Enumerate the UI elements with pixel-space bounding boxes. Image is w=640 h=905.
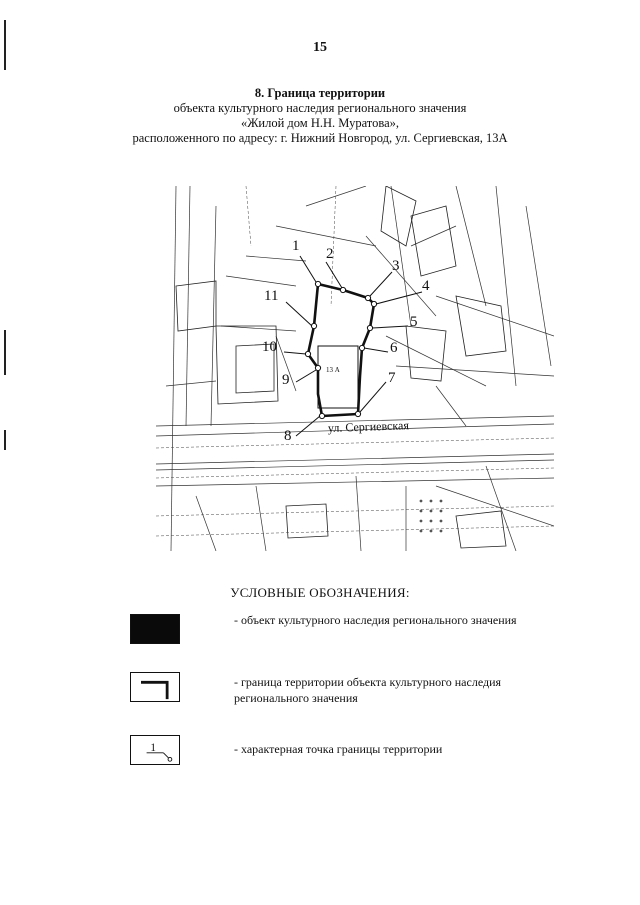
heading-line-4: расположенного по адресу: г. Нижний Новгород, ул. Сергиевская, 13А	[132, 131, 508, 145]
legend-text: - характерная точка границы территории	[234, 742, 443, 756]
point-marker-icon	[130, 735, 180, 765]
heading-line-3: «Жилой дом Н.Н. Муратова»,	[240, 116, 399, 130]
point-label: 1	[292, 238, 300, 254]
point-label: 9	[282, 372, 290, 388]
point-label: 3	[392, 258, 400, 274]
legend-text: - объект культурного наследия регионального значения	[234, 613, 517, 627]
point-marker-label: 1	[150, 741, 156, 754]
cadastral-map	[156, 186, 554, 551]
boundary-corner-icon	[130, 672, 180, 702]
heading-title: 8. Граница территории	[254, 86, 386, 100]
filled-box-icon	[130, 614, 180, 644]
point-label: 11	[264, 288, 279, 304]
heritage-building	[318, 346, 358, 408]
point-label: 6	[390, 340, 398, 356]
legend-title: УСЛОВНЫЕ ОБОЗНАЧЕНИЯ:	[230, 585, 410, 600]
point-label: 10	[262, 339, 277, 355]
page-number: 15	[313, 40, 327, 55]
heading-line-2: объекта культурного наследия регионального значения	[173, 101, 467, 115]
scan-mark-bottom	[4, 430, 6, 450]
building-label: 13 А	[326, 366, 340, 374]
document-heading	[0, 86, 640, 146]
street-label: ул. Сергиевская	[327, 418, 410, 435]
scan-mark-middle	[4, 330, 6, 375]
point-label: 7	[388, 370, 396, 386]
legend-text: - граница территории объекта культурного наследия регионального значения	[234, 675, 502, 705]
point-label: 5	[410, 314, 418, 330]
point-label: 8	[284, 428, 292, 444]
point-label: 2	[326, 246, 334, 262]
point-label: 4	[422, 278, 430, 294]
